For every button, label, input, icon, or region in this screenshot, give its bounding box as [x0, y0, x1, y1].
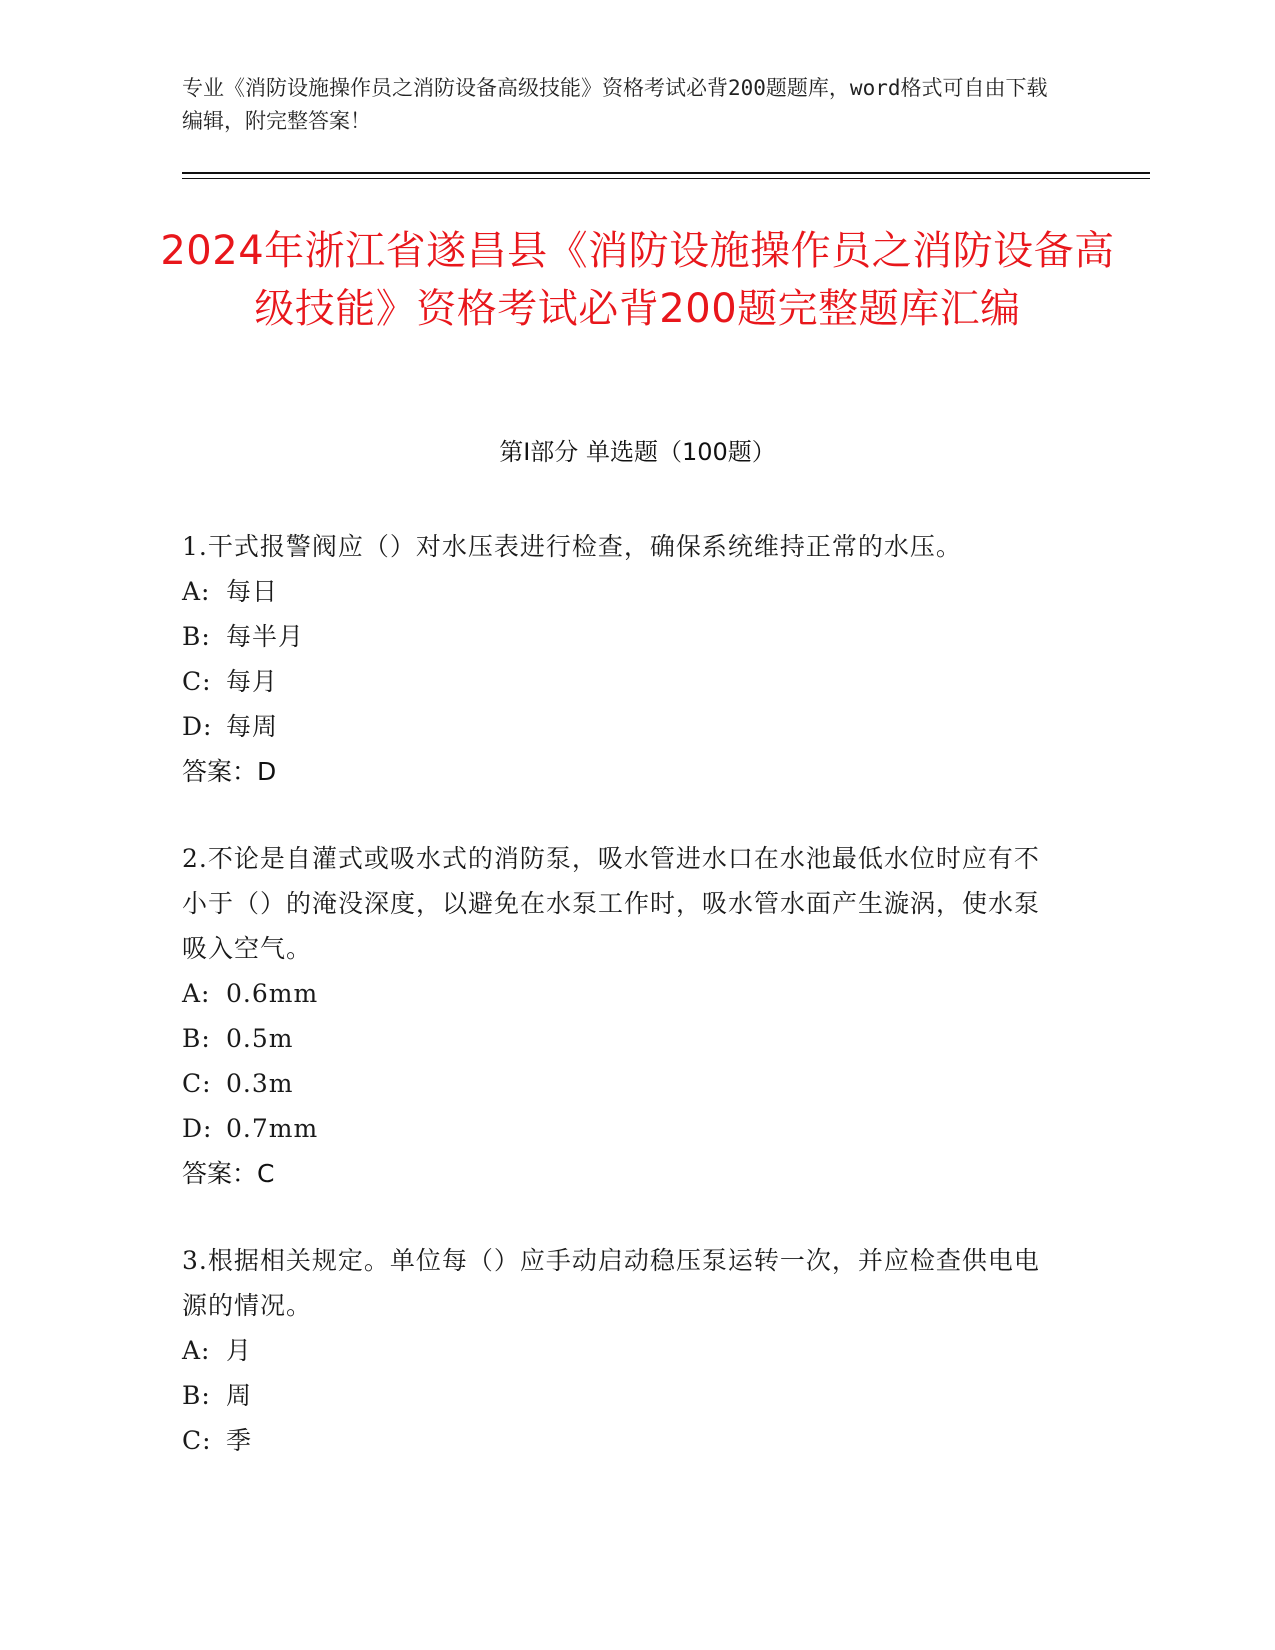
option-letter: A: — [182, 979, 211, 1008]
section-title: 第I部分 单选题（100题） — [499, 438, 776, 466]
option-letter: D: — [182, 712, 213, 741]
option-text: 0.3m — [226, 1069, 294, 1098]
question-1 — [182, 524, 1062, 794]
option-text: 每半月 — [226, 622, 305, 651]
option-a — [182, 1328, 1062, 1373]
question-stem: 1.干式报警阀应（）对水压表进行检查，确保系统维持正常的水压。 — [182, 532, 962, 561]
option-text: 0.5m — [226, 1024, 294, 1053]
option-text: 每周 — [226, 712, 279, 741]
header-note: 专业《消防设施操作员之消防设备高级技能》资格考试必背200题题库，word格式可自由下载编辑，附完整答案！ — [182, 76, 1048, 133]
option-b — [182, 1016, 1062, 1061]
option-text: 季 — [226, 1426, 253, 1455]
option-letter: D: — [182, 1114, 213, 1143]
document-title: 2024年浙江省遂昌县《消防设施操作员之消防设备高级技能》资格考试必背200题完整题库汇编 — [160, 228, 1115, 332]
option-text: 每月 — [226, 667, 279, 696]
option-c — [182, 659, 1062, 704]
option-text: 周 — [226, 1381, 253, 1410]
option-text: 月 — [226, 1336, 253, 1365]
option-letter: B: — [182, 622, 211, 651]
option-a — [182, 971, 1062, 1016]
option-text: 0.7mm — [226, 1114, 319, 1143]
option-c — [182, 1418, 1062, 1463]
option-text: 每日 — [226, 577, 279, 606]
question-stem: 3.根据相关规定。单位每（）应手动启动稳压泵运转一次，并应检查供电电源的情况。 — [182, 1246, 1040, 1320]
header-rule-thick — [182, 172, 1150, 174]
option-letter: B: — [182, 1381, 211, 1410]
option-letter: C: — [182, 1069, 212, 1098]
option-letter: C: — [182, 1426, 212, 1455]
option-c — [182, 1061, 1062, 1106]
answer-line: 答案：C — [182, 1159, 275, 1188]
question-stem: 2.不论是自灌式或吸水式的消防泵，吸水管进水口在水池最低水位时应有不小于（）的淹没深度，以避免在水泵工作时，吸水管水面产生漩涡，使水泵吸入空气。 — [182, 844, 1041, 963]
option-b — [182, 614, 1062, 659]
option-letter: A: — [182, 577, 211, 606]
question-3 — [182, 1238, 1062, 1463]
option-a — [182, 569, 1062, 614]
option-d — [182, 704, 1062, 749]
question-2 — [182, 836, 1062, 1196]
question-list — [182, 524, 1062, 1505]
option-letter: C: — [182, 667, 212, 696]
answer-line: 答案：D — [182, 757, 277, 786]
option-letter: A: — [182, 1336, 211, 1365]
option-b — [182, 1373, 1062, 1418]
header-rule-thin — [182, 178, 1150, 179]
option-letter: B: — [182, 1024, 211, 1053]
option-d — [182, 1106, 1062, 1151]
option-text: 0.6mm — [226, 979, 319, 1008]
